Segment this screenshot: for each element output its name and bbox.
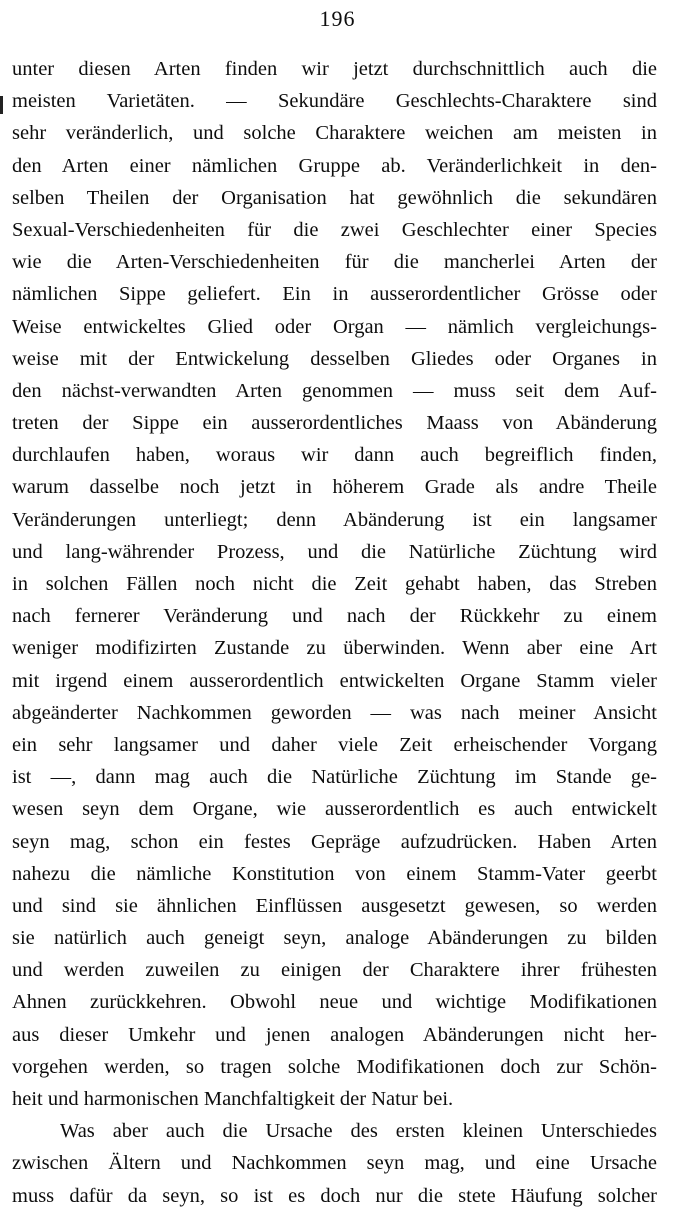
text-line: vorgehen werden, so tragen solche Modifikationen doch zur Schön- — [12, 1055, 657, 1078]
page-number: 196 — [319, 6, 356, 31]
text-line: den nächst-verwandten Arten genommen — muss seit dem Auf- — [12, 379, 657, 402]
text-line: wesen seyn dem Organe, wie ausserordentlich es auch entwickelt — [12, 798, 657, 821]
text-line: Ahnen zurückkehren. Obwohl neue und wichtige Modifikationen — [12, 991, 657, 1014]
text-line: sie natürlich auch geneigt seyn, analoge Abänderungen zu bilden — [12, 927, 657, 950]
text-line: und lang-währender Prozess, und die Natürliche Züchtung wird — [12, 540, 657, 563]
text-line: wie die Arten-Verschiedenheiten für die mancherlei Arten der — [12, 251, 657, 274]
text-line: treten der Sippe ein ausserordentliches Maass von Abänderung — [12, 412, 657, 435]
text-line: den Arten einer nämlichen Gruppe ab. Veränderlichkeit in den- — [12, 154, 657, 177]
text-line: meisten Varietäten. — Sekundäre Geschlechts-Charaktere sind — [12, 90, 657, 113]
text-line: aus dieser Umkehr und jenen analogen Abänderungen nicht her- — [12, 1023, 657, 1046]
body-text — [12, 53, 657, 1212]
text-line: und werden zuweilen zu einigen der Charaktere ihrer frühesten — [12, 959, 657, 982]
text-line: weise mit der Entwickelung desselben Gliedes oder Organes in — [12, 347, 657, 370]
paragraph-end-line: heit und harmonischen Manchfaltigkeit der Natur bei. — [12, 1088, 454, 1110]
text-line: ist —, dann mag auch die Natürliche Züchtung im Stande ge- — [12, 766, 657, 789]
text-line: sehr veränderlich, und solche Charaktere weichen am meisten in — [12, 122, 657, 145]
text-line: abgeänderter Nachkommen geworden — was nach meiner Ansicht — [12, 701, 657, 724]
text-line: ein sehr langsamer und daher viele Zeit erheischender Vorgang — [12, 733, 657, 756]
text-line: unter diesen Arten finden wir jetzt durchschnittlich auch die — [12, 58, 657, 80]
text-line: nach fernerer Veränderung und nach der Rückkehr zu einem — [12, 605, 657, 628]
text-line: weniger modifizirten Zustande zu überwinden. Wenn aber eine Art — [12, 637, 657, 660]
text-line: Sexual-Verschiedenheiten für die zwei Geschlechter einer Species — [12, 218, 657, 241]
margin-mark — [0, 96, 3, 114]
text-line: in solchen Fällen noch nicht die Zeit gehabt haben, das Streben — [12, 573, 657, 595]
text-line: warum dasselbe noch jetzt in höherem Grade als andre Theile — [12, 476, 657, 499]
text-line: durchlaufen haben, woraus wir dann auch begreiflich finden, — [12, 444, 657, 467]
text-line: seyn mag, schon ein festes Gepräge aufzudrücken. Haben Arten — [12, 830, 657, 853]
text-line: zwischen Ältern und Nachkommen seyn mag, und eine Ursache — [12, 1152, 657, 1175]
text-line: Veränderungen unterliegt; denn Abänderung ist ein langsamer — [12, 508, 657, 531]
paragraph-start-line: Was aber auch die Ursache des ersten kleinen Unterschiedes — [60, 1120, 657, 1143]
text-line: mit irgend einem ausserordentlich entwickelten Organe Stamm vieler — [12, 669, 657, 692]
text-line: nämlichen Sippe geliefert. Ein in ausserordentlicher Grösse oder — [12, 283, 657, 306]
text-line: Weise entwickeltes Glied oder Organ — nämlich vergleichungs- — [12, 315, 657, 338]
text-line: selben Theilen der Organisation hat gewöhnlich die sekundären — [12, 186, 657, 209]
text-line: muss dafür da seyn, so ist es doch nur die stete Häufung solcher — [12, 1184, 657, 1207]
text-line: und sind sie ähnlichen Einflüssen ausgesetzt gewesen, so werden — [12, 894, 657, 917]
text-line: nahezu die nämliche Konstitution von einem Stamm-Vater geerbt — [12, 862, 657, 885]
